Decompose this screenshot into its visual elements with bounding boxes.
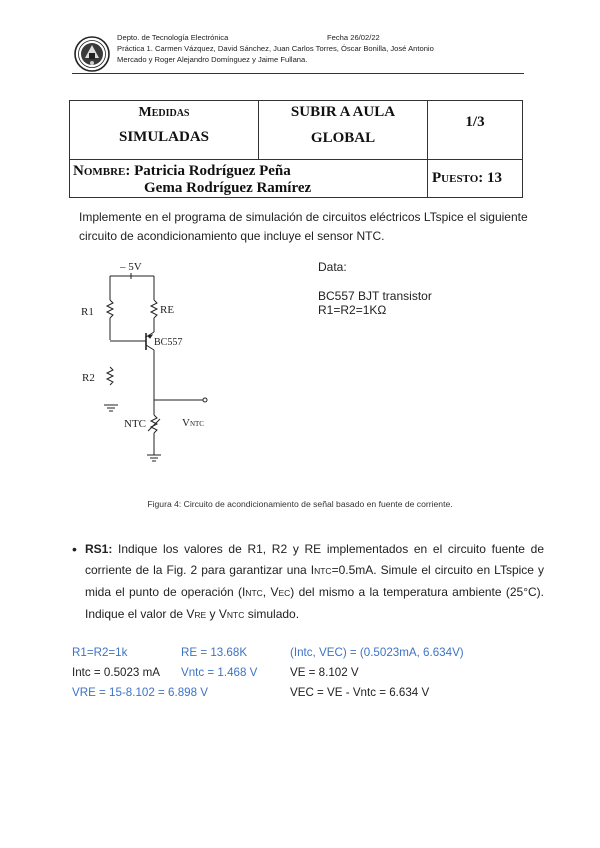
puesto-value: 13	[487, 170, 503, 186]
subir-line1: SUBIR A AULA	[290, 104, 396, 120]
rs1-label: RS1:	[85, 542, 113, 556]
nombre-label: Nombre:	[73, 163, 131, 179]
answer-re: RE = 13.68K	[181, 646, 248, 659]
info-table	[69, 100, 523, 198]
header-date: Fecha 26/02/22	[327, 33, 380, 42]
rs1-text: RS1: Indique los valores de R1, R2 y RE implementados en el circuito fuente de corriente de la Fig. 2 para garantizar una INTC=0.5mA. Simule el circuito en LTspice y mida el punto de operación (INTC, VEC) del mismo a la temperatura ambiente (25°C). Indique el valor de VRE y VNTC simulado.	[85, 542, 544, 621]
document-header	[117, 32, 537, 66]
header-department: Depto. de Tecnología Electrónica	[117, 33, 229, 42]
r2-resistor	[107, 367, 113, 385]
vntc-label: VNTC	[182, 417, 204, 429]
page-number: 1/3	[465, 114, 485, 130]
r1-label: R1	[81, 306, 94, 318]
simuladas-label: SIMULADAS	[118, 129, 209, 145]
data-block	[318, 260, 432, 317]
subir-aula-cell	[259, 101, 428, 159]
answer-ve: VE = 8.102 V	[290, 666, 359, 679]
answer-vntc: Vntc = 1.468 V	[181, 666, 258, 679]
re-label: RE	[160, 304, 175, 316]
university-seal-logo	[74, 36, 110, 72]
student-name-1: Patricia Rodríguez Peña	[134, 163, 291, 179]
ntc-label: NTC	[124, 418, 146, 430]
answer-intc: Intc = 0.5023 mA	[72, 666, 160, 679]
student-name-2: Gema Rodríguez Ramírez	[144, 180, 312, 196]
nombre-cell	[70, 159, 428, 197]
page-number-cell	[428, 101, 522, 159]
answer-vec: VEC = VE - Vntc = 6.634 V	[290, 686, 430, 699]
puesto-cell	[428, 159, 522, 197]
bullet-icon: •	[72, 541, 77, 557]
supply-label: – 5V	[120, 261, 142, 273]
circuit-schematic	[76, 255, 236, 470]
header-practice-line1: Práctica 1. Carmen Vázquez, David Sánchez, Juan Carlos Torres, Óscar Bonilla, José Antonio	[117, 44, 434, 54]
medidas-simuladas-cell	[70, 101, 259, 159]
data-transistor: BC557 BJT transistor	[318, 289, 432, 303]
r1-resistor	[107, 300, 113, 318]
puesto-label: Puesto:	[432, 170, 484, 186]
data-resistors: R1=R2=1KΩ	[318, 303, 387, 317]
header-divider	[72, 73, 524, 74]
subir-line2: GLOBAL	[310, 130, 376, 146]
r2-label: R2	[82, 372, 95, 384]
header-practice-line2: Mercado y Roger Alejandro Domínguez y Jaime Fullana.	[117, 55, 308, 65]
medidas-label: Medidas	[138, 105, 190, 120]
rs1-question	[72, 539, 544, 626]
figure-caption: Figura 4: Circuito de acondicionamiento de señal basado en fuente de corriente.	[147, 499, 453, 509]
re-resistor	[151, 300, 157, 318]
data-label: Data:	[318, 260, 347, 274]
answer-op-point: (Intc, VEC) = (0.5023mA, 6.634V)	[290, 646, 464, 659]
intro-paragraph: Implemente en el programa de simulación de circuitos eléctricos LTspice el siguiente circuito de acondicionamiento que incluye el sensor NTC.	[79, 210, 528, 243]
transistor-label: BC557	[154, 337, 183, 348]
answer-r1r2: R1=R2=1k	[72, 646, 128, 659]
answer-vre: VRE = 15-8.102 = 6.898 V	[72, 686, 209, 699]
ntc-sensor	[151, 415, 157, 433]
